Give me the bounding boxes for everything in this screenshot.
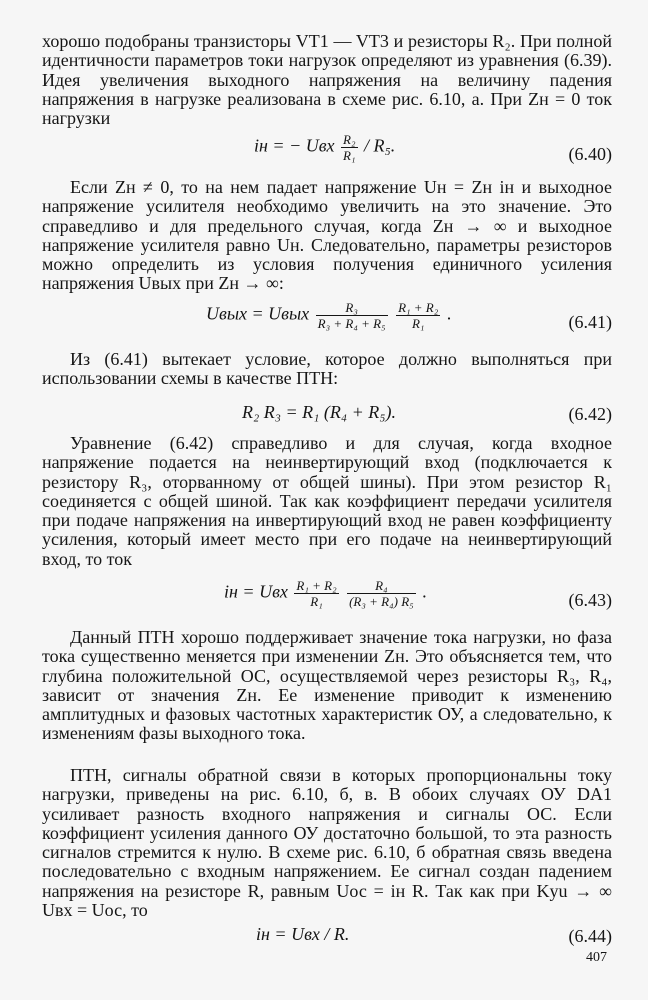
eq643-numerator-1: R₁ + R₂ (296, 578, 337, 593)
eq641-denominator-1: R₃ + R₄ + R₅ (317, 316, 386, 331)
eq641-left: Uвых = Uвых (206, 303, 310, 324)
equation-number-6-42: (6.42) (568, 404, 612, 424)
eq640-denominator: R₁ (343, 148, 356, 163)
equation-number-6-40: (6.40) (568, 144, 612, 164)
eq643-left: iн = Uвх (224, 581, 288, 602)
page-number: 407 (586, 950, 607, 965)
eq643-denominator-1: R₁ (294, 593, 338, 609)
eq640-fraction (341, 132, 357, 163)
eq640-numerator: R₂ (343, 132, 356, 147)
eq641-right: . (446, 303, 452, 324)
eq643-denominator-2: (R₃ + R₄) R₅ (349, 594, 414, 609)
equation-number-6-44: (6.44) (568, 926, 612, 946)
eq643-fraction-1 (294, 578, 338, 609)
paragraph-2 (42, 178, 612, 294)
equation-number-6-41: (6.41) (568, 312, 612, 332)
equation-6-42 (42, 392, 612, 436)
eq641-fraction-1 (316, 300, 388, 331)
equation-6-43 (42, 578, 612, 622)
paragraph-4 (42, 434, 612, 569)
paragraph-2-text: Если Zн ≠ 0, то на нем падает напряжение Uн = Zн iн и выходное напряжение усилителя необходимо увеличить на это значение. Это справедливо и для предельного случая, когда Zн → ∞ и выходное напряжение усилителя равно Uн. Следовательно, параметры резисторов можно определить из условия получения единичного усиления напряжения Uвых при Zн → ∞: (42, 177, 612, 294)
equation-number-6-43: (6.43) (568, 590, 612, 610)
eq640-left: iн = − Uвх (254, 135, 335, 156)
eq644-expression: iн = Uвх / R. (256, 924, 350, 944)
paragraph-5 (42, 628, 612, 744)
paragraph-6 (42, 766, 612, 920)
paragraph-1 (42, 32, 612, 128)
eq643-numerator-2: R₄ (375, 578, 388, 593)
paragraph-1-text: хорошо подобраны транзисторы VT1 — VT3 и резисторы R₂. При полной идентичности параметров токи нагрузок определяют из уравнения (6.39). Идея увеличения выходного напряжения на величину падения напряжения в нагрузке реализована в схеме рис. 6.10, а. При Zн = 0 ток нагрузки (42, 31, 612, 129)
paragraph-5-text: Данный ПТН хорошо поддерживает значение тока нагрузки, но фаза тока существенно меняется при изменении Zн. Это объясняется тем, что глубина положительной ОС, осуществляемой через резисторы R₃, R₄, зависит от значения Zн. Ее изменение приводит к изменению амплитудных и фазовых частотных характеристик ОУ, а следовательно, к изменениям фазы выходного тока. (42, 627, 612, 744)
paragraph-3-text: Из (6.41) вытекает условие, которое должно выполняться при использовании схемы в качестве ПТН: (42, 349, 612, 389)
eq641-fraction-2 (396, 300, 440, 331)
equation-6-41 (42, 300, 612, 344)
eq643-right: . (422, 581, 427, 602)
eq641-denominator-2: R₁ (396, 315, 440, 331)
eq641-numerator-2: R₁ + R₂ (398, 300, 439, 315)
paragraph-6-text: ПТН, сигналы обратной связи в которых пропорциональны току нагрузки, приведены на рис. 6.10, б, в. В обоих случаях ОУ DA1 усиливает разность входного напряжения и сигналы ОС. Если коэффициент усиления данного ОУ достаточно большой, то эта разность сигналов стремится к нулю. В схеме рис. 6.10, б обратная связь введена последовательно с входным напряжением. Ее сигнал создан падением напряжения на резисторе R, равным Uос = iн R. Так как при Kуu → ∞ Uвх = Uос, то (42, 765, 612, 921)
eq640-right: / R₅. (364, 135, 396, 156)
eq642-expression: R₂ R₃ = R₁ (R₄ + R₅). (242, 402, 397, 422)
eq641-numerator-1: R₃ (345, 300, 358, 315)
eq643-fraction-2 (347, 578, 416, 609)
equation-6-44 (42, 914, 612, 958)
paragraph-4-text: Уравнение (6.42) справедливо и для случая, когда входное напряжение подается на неинвертирующий вход (подключается к резистору R₃, оторванному от общей шины). При этом резистор R₁ соединяется с общей шиной. Так как коэффициент передачи усилителя при подаче напряжения на инвертирующий вход не равен коэффициенту усиления, который имеет место при его подаче на неинвертирующий вход, то ток (42, 433, 612, 569)
equation-6-40 (42, 132, 612, 176)
paragraph-3 (42, 350, 612, 389)
